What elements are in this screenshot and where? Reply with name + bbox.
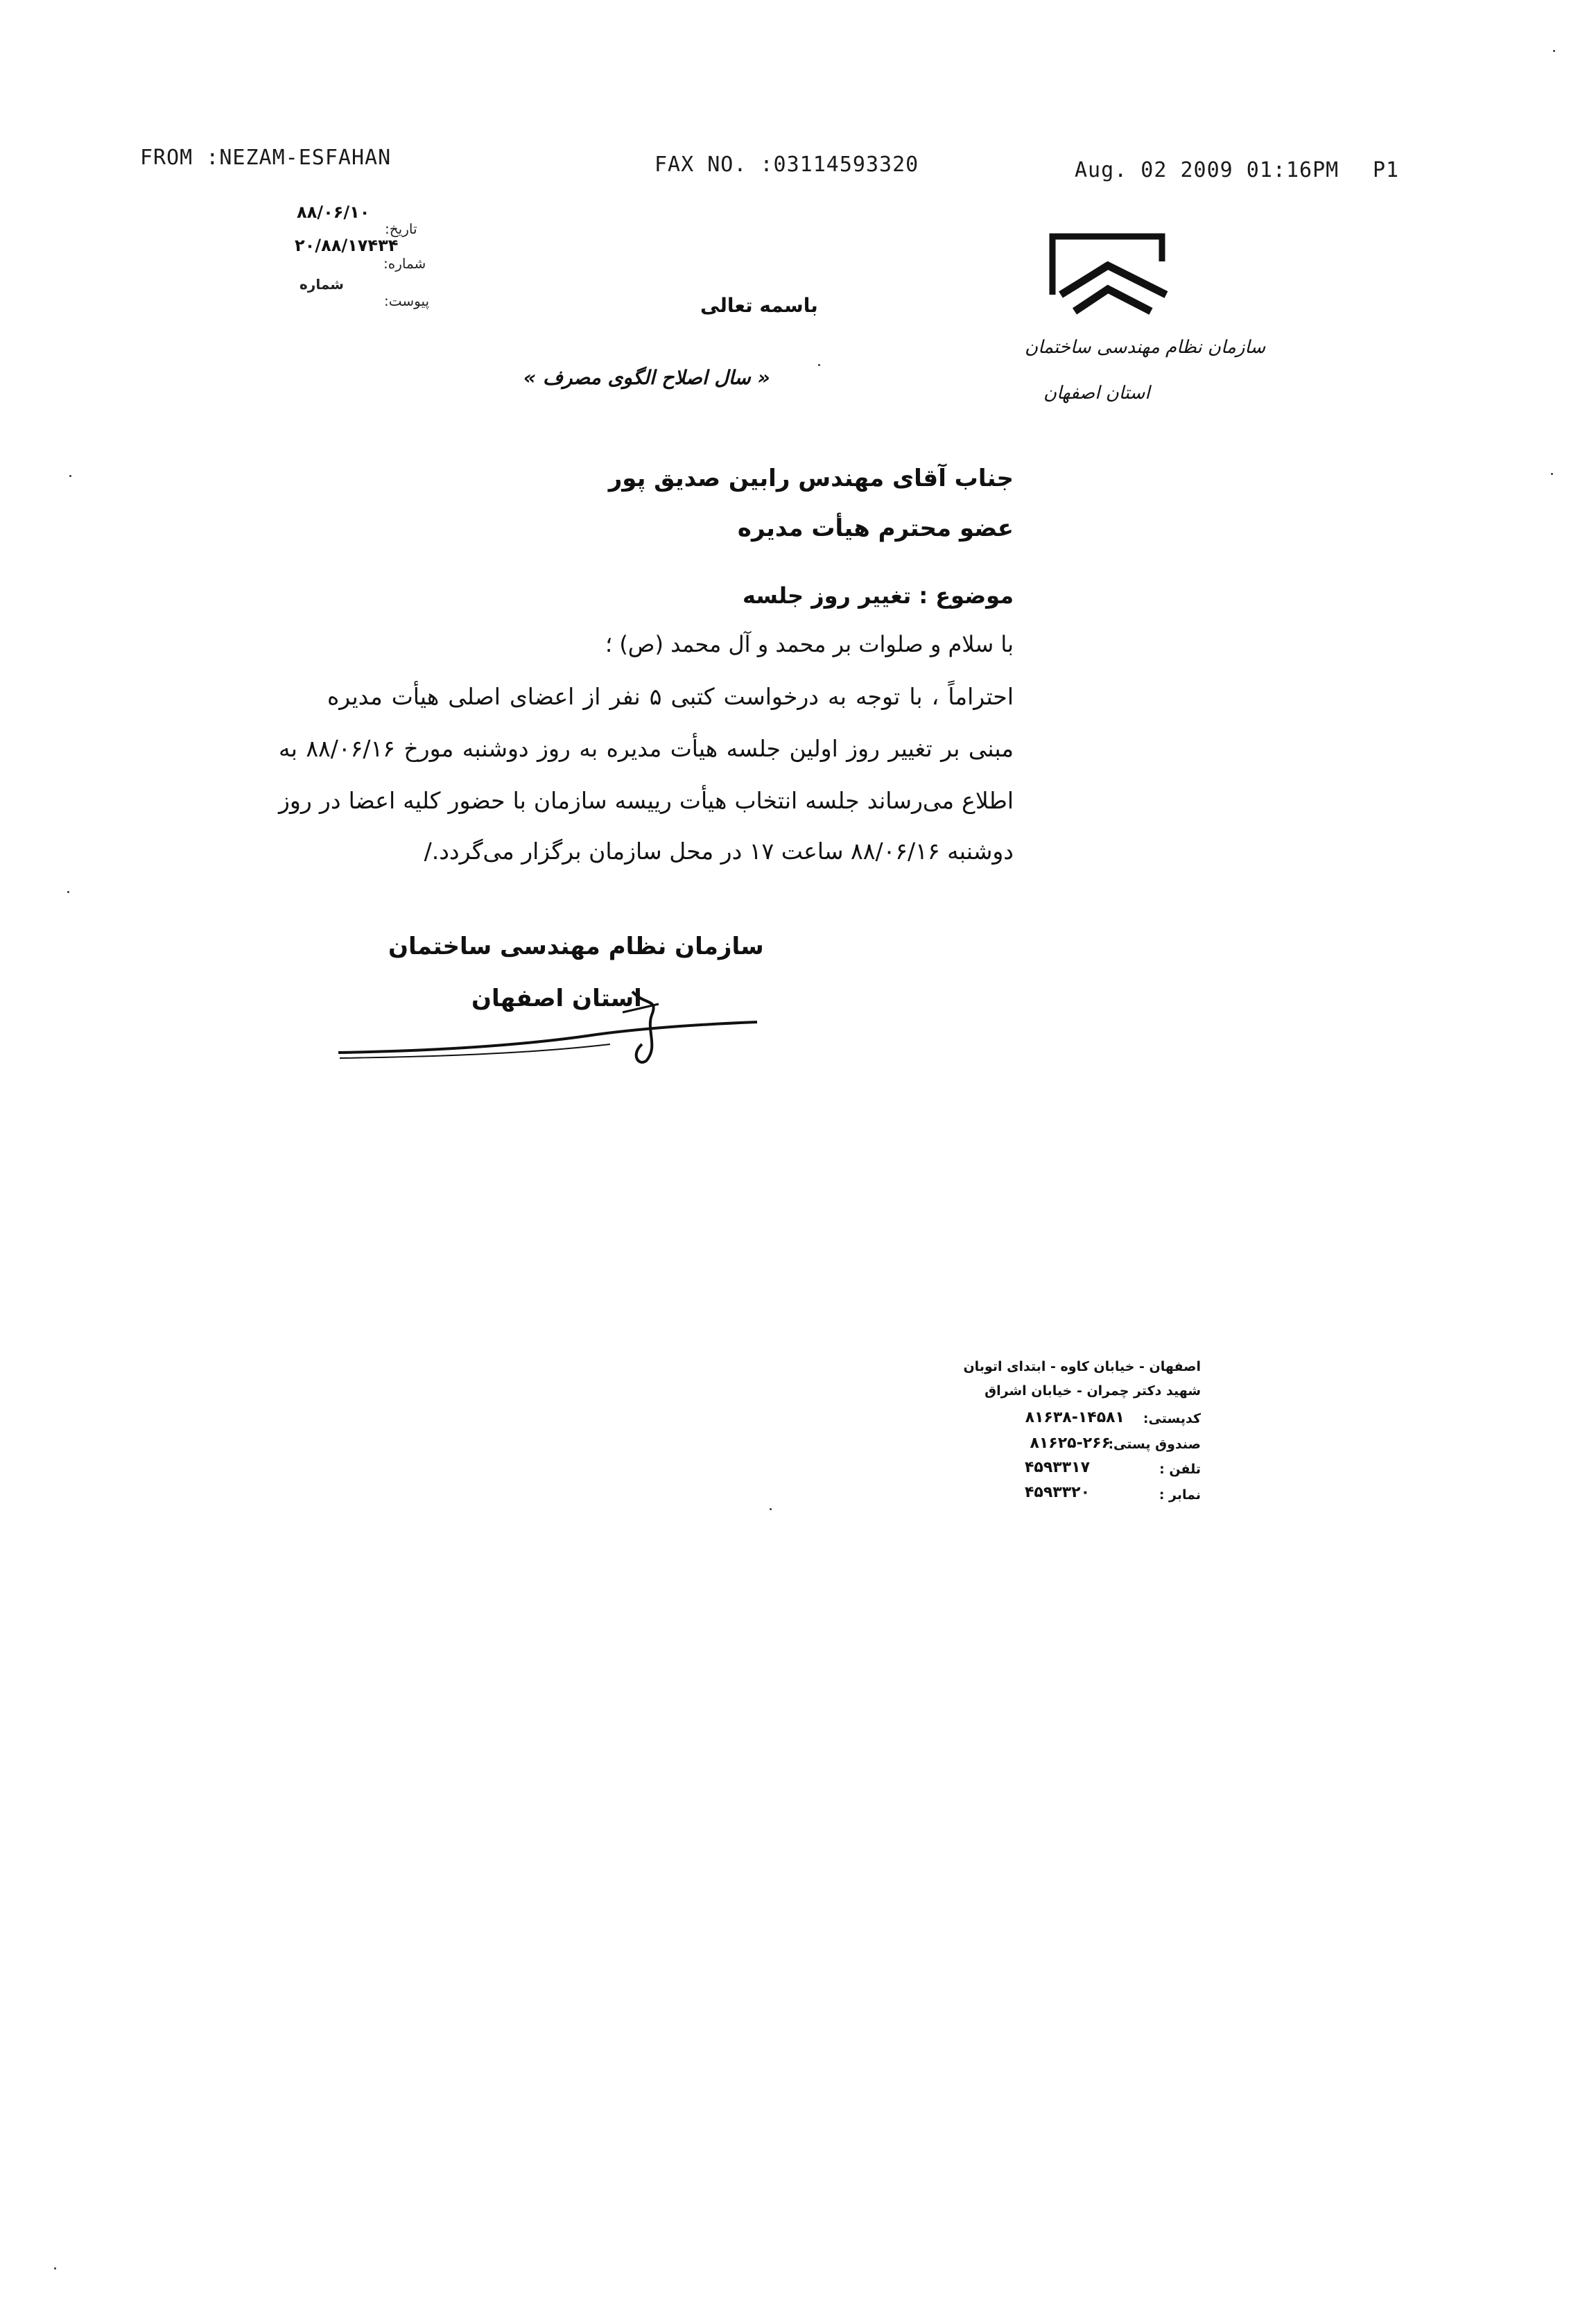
fax-number: FAX NO. :03114593320 (654, 153, 919, 177)
recipient-name: جناب آقای مهندس رابین صدیق پور (608, 465, 1014, 492)
body-line-1: احتراماً ، با توجه به درخواست کتبی ۵ نفر از اعضای اصلی هیأت مدیره (327, 683, 1014, 710)
salutation: با سلام و صلوات بر محمد و آل محمد (ص) ؛ (605, 631, 1014, 657)
number-label-printed: شماره (300, 276, 344, 293)
footer-phone-label: تلفن : (1159, 1462, 1201, 1477)
attachment-label: پیوست: (384, 293, 430, 309)
scan-speck (67, 891, 69, 893)
footer-po-box: ۸۱۶۲۵-۲۶۶ (1030, 1435, 1111, 1452)
signature-province: استان اصفهان (471, 985, 642, 1012)
fax-datetime: Aug. 02 2009 01:16PM (1075, 158, 1339, 182)
subject-line: موضوع : تغییر روز جلسه (742, 582, 1014, 609)
fax-page: P1 (1373, 158, 1400, 182)
footer-fax-label: نمابر : (1159, 1487, 1201, 1503)
letter-date: ۸۸/۰۶/۱۰ (297, 202, 370, 222)
year-motto: « سال اصلاح الگوی مصرف » (523, 366, 770, 389)
scan-speck (770, 1508, 772, 1510)
footer-postal-label: کدپستی: (1143, 1411, 1201, 1426)
recipient-title: عضو محترم هیأت مدیره (737, 514, 1014, 542)
organization-logo (1040, 225, 1179, 315)
scan-speck (54, 2267, 56, 2269)
logo-text-line1: سازمان نظام مهندسی ساختمان (1025, 337, 1266, 358)
handwritten-signature (333, 985, 763, 1068)
footer-fax: ۴۵۹۳۳۲۰ (1025, 1484, 1090, 1501)
letter-number: ۲۰/۸۸/۱۷۴۳۴ (295, 236, 399, 255)
logo-emblem-icon (1040, 225, 1179, 315)
scan-speck (818, 364, 820, 366)
signature-organization: سازمان نظام مهندسی ساختمان (388, 933, 764, 960)
invocation: باسمه تعالی (700, 294, 818, 317)
footer-address-2: شهید دکتر چمران - خیابان اشراق (985, 1383, 1201, 1399)
scan-speck (1551, 473, 1553, 475)
logo-text-line2: استان اصفهان (1043, 383, 1150, 404)
scan-speck (69, 475, 71, 477)
footer-po-box-label: صندوق پستی: (1108, 1437, 1201, 1452)
body-line-4: دوشنبه ۸۸/۰۶/۱۶ ساعت ۱۷ در محل سازمان برگزار می‌گردد./ (424, 838, 1014, 865)
scan-speck (1553, 50, 1555, 52)
fax-from: FROM :NEZAM-ESFAHAN (140, 146, 392, 170)
number-label: شماره: (383, 255, 426, 272)
footer-postal-code: ۸۱۶۳۸-۱۴۵۸۱ (1025, 1409, 1125, 1426)
footer-phone: ۴۵۹۳۳۱۷ (1025, 1459, 1090, 1476)
body-line-2: مبنی بر تغییر روز اولین جلسه هیأت مدیره به روز دوشنبه مورخ ۸۸/۰۶/۱۶ به (279, 735, 1014, 762)
body-line-3: اطلاع می‌رساند جلسه انتخاب هیأت رییسه سازمان با حضور کلیه اعضا در روز (279, 787, 1014, 814)
footer-address-1: اصفهان - خیابان کاوه - ابتدای اتوبان (963, 1359, 1201, 1374)
date-label: تاریخ: (385, 220, 417, 237)
